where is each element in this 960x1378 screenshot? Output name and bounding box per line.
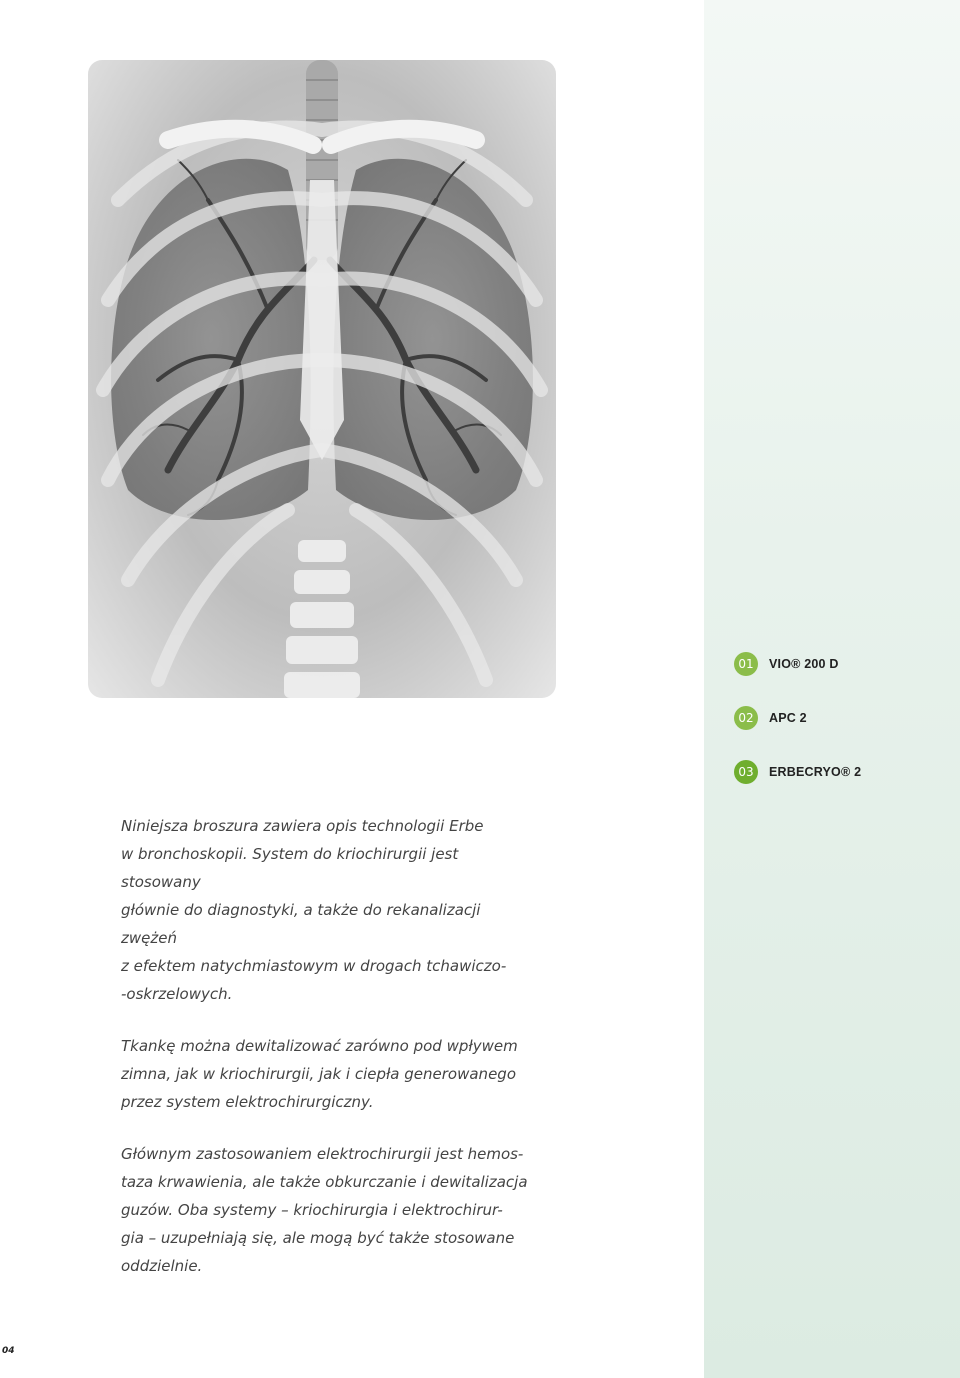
nav-item-label: VIO® 200 D bbox=[769, 657, 839, 671]
paragraph-tissue: Tkankę można dewitalizować zarówno pod wpływem zimna, jak w kriochirurgii, jak i ciepła generowanego przez system elektrochirurgiczny. bbox=[121, 1037, 518, 1111]
page-number: 04 bbox=[2, 1346, 15, 1356]
nav-number-badge: 03 bbox=[734, 760, 758, 784]
nav-item-label: APC 2 bbox=[769, 711, 807, 725]
chapter-navigation bbox=[734, 652, 934, 814]
nav-number-badge: 01 bbox=[734, 652, 758, 676]
body-text bbox=[121, 812, 541, 1304]
nav-item-label: ERBECRYO® 2 bbox=[769, 765, 862, 779]
paragraph-electrosurgery: Głównym zastosowaniem elektrochirurgii jest hemos- taza krwawienia, ale także obkurczanie i dewitalizacja guzów. Oba systemy – kriochirurgia i elektrochirur- gia – uzupełniają się, ale mogą być także stosowane oddzielnie. bbox=[121, 1145, 528, 1275]
nav-item-vio[interactable] bbox=[734, 652, 934, 676]
hero-lungs-illustration bbox=[88, 60, 556, 698]
nav-item-apc[interactable] bbox=[734, 706, 934, 730]
paragraph-intro: Niniejsza broszura zawiera opis technologii Erbe w bronchoskopii. System do kriochirurgii jest stosowany głównie do diagnostyki, a także do rekanalizacji zwężeń z efektem natychmiastowym w drogach tchawiczo- -oskrzelowych. bbox=[121, 817, 507, 1003]
nav-item-erbecryo[interactable] bbox=[734, 760, 934, 784]
lungs-xray-icon bbox=[88, 60, 556, 698]
nav-number-badge: 02 bbox=[734, 706, 758, 730]
